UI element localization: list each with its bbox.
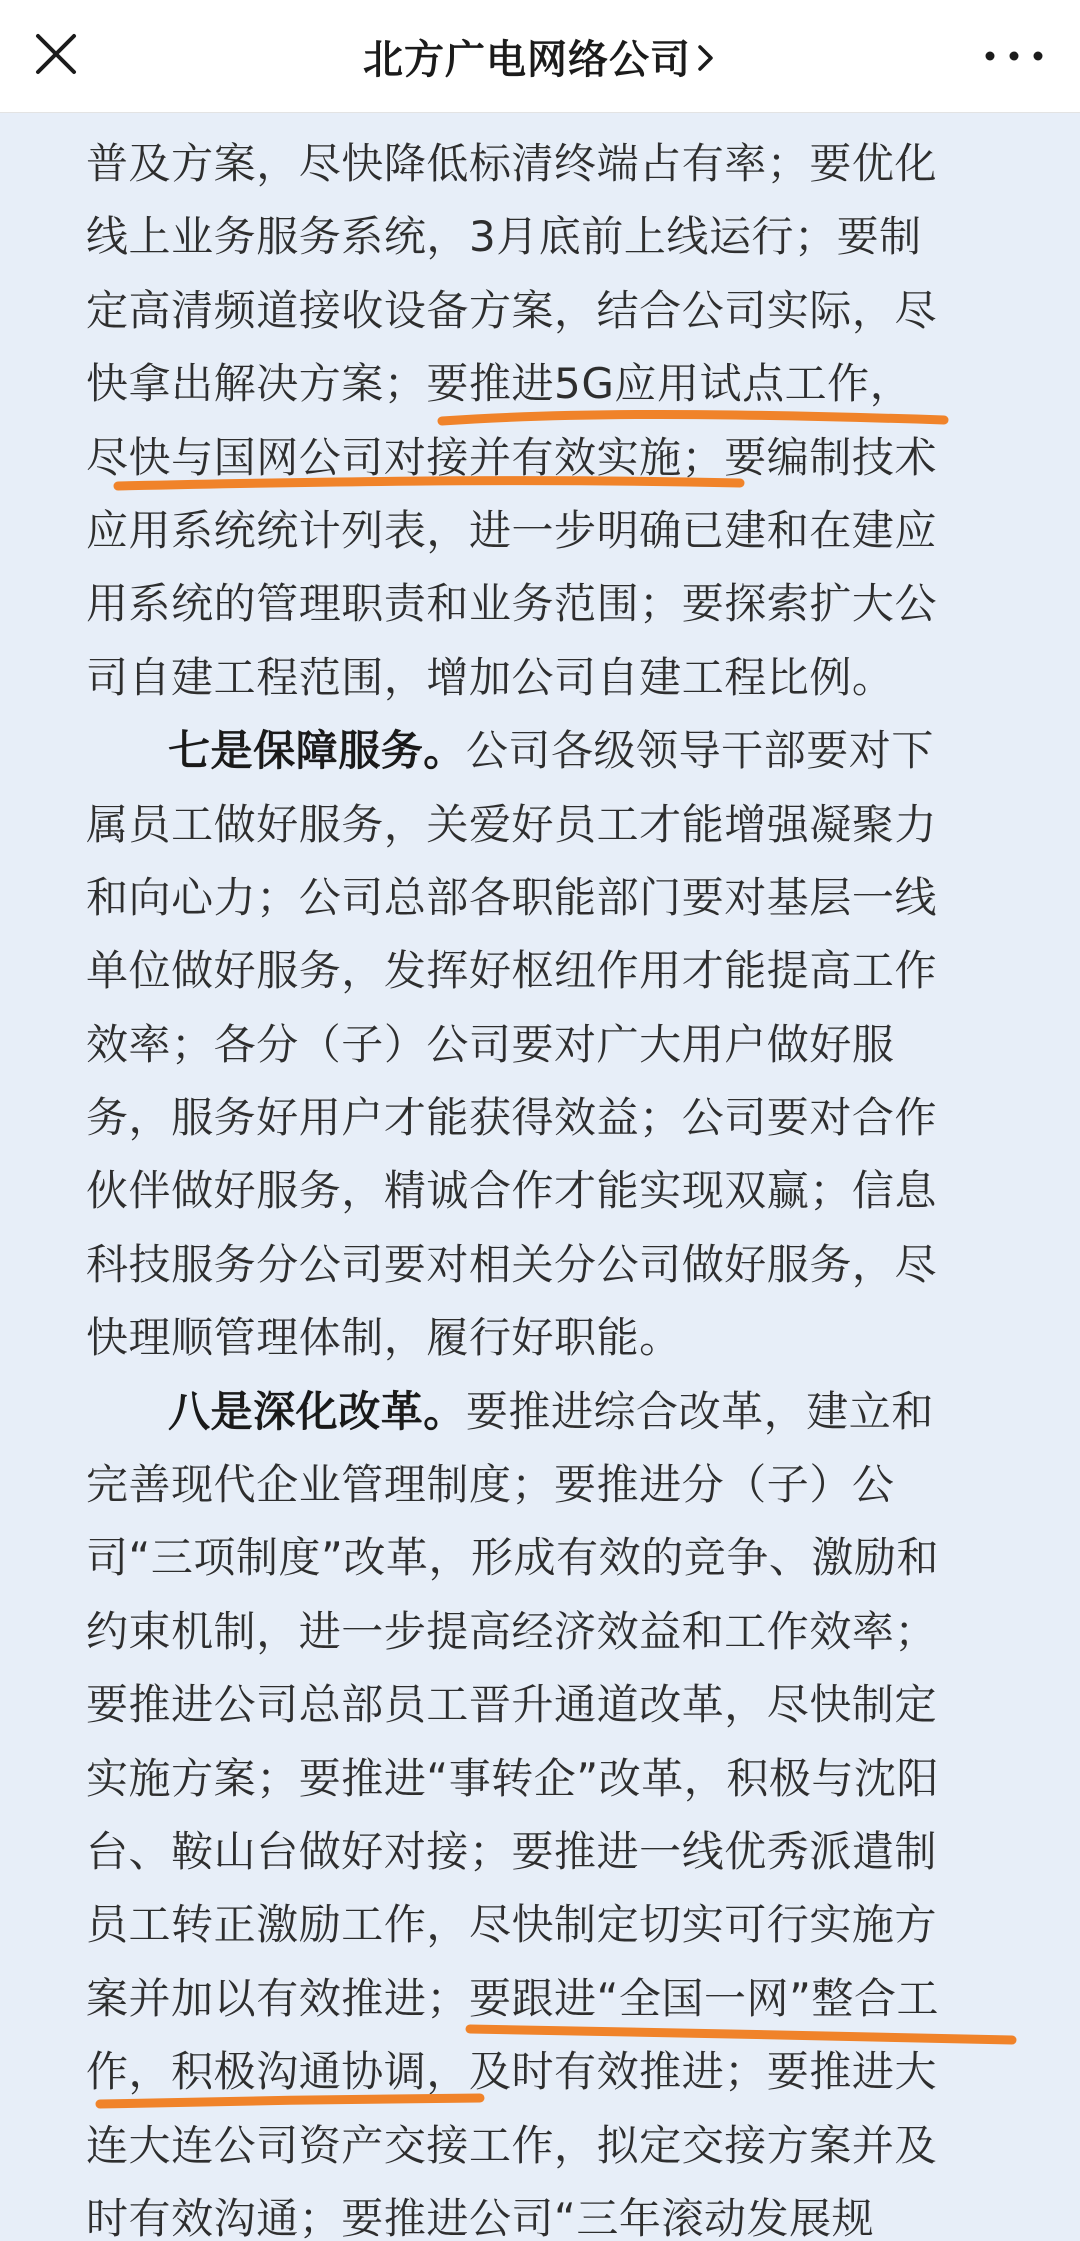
text-line: 台、鞍山台做好对接；要推进一线优秀派遣制 [86,1826,938,1876]
section-8-first-line [86,1375,1006,1448]
text-line: 时有效沟通；要推进公司“三年滚动发展规 [86,2193,875,2241]
text-line: 作，积极沟通协调，及时有效推进；要推进大 [86,2047,938,2097]
text-line: 司“三项制度”改革，形成有效的竞争、激励和 [86,1533,940,1583]
text-line: 要推进公司总部员工晋升通道改革，尽快制定 [86,1680,938,1730]
article-body [86,127,1006,2241]
text-line: 普及方案，尽快降低标清终端占有率；要优化 [86,139,938,188]
text-line: 单位做好服务，发挥好枢纽作用才能提高工作 [86,946,938,996]
account-title-link[interactable] [363,28,717,85]
section-8-heading: 八是深化改革。 [168,1386,466,1436]
text-line: 线上业务服务系统，3月底前上线运行；要制 [86,212,922,262]
close-icon[interactable] [28,26,84,82]
section-7-heading: 七是保障服务。 [168,726,466,776]
text-line: 用系统的管理职责和业务范围；要探索扩大公 [86,579,938,629]
section-7-first-line [86,714,1006,787]
text-line: 应用系统统计列表，进一步明确已建和在建应 [86,505,938,555]
section-8-text: 要推进综合改革，建立和 [465,1386,934,1436]
text-line: 司自建工程范围，增加公司自建工程比例。 [86,652,895,702]
text-line: 尽快与国网公司对接并有效实施；要编制技术 [86,432,938,482]
text-line: 实施方案；要推进“事转企”改革，积极与沈阳 [86,1753,940,1803]
text-line: 定高清频道接收设备方案，结合公司实际，尽 [86,285,938,335]
text-line: 员工转正激励工作，尽快制定切实可行实施方 [86,1900,938,1950]
text-line: 案并加以有效推进；要跟进“全国一网”整合工 [86,1973,940,2023]
text-line: 科技服务分公司要对相关分公司做好服务，尽 [86,1239,938,1289]
text-line: 务，服务好用户才能获得效益；公司要对合作 [86,1093,938,1143]
text-line: 快理顺管理体制，履行好职能。 [86,1313,682,1363]
text-line: 效率；各分（子）公司要对广大用户做好服 [86,1019,895,1069]
article-viewport[interactable] [0,113,1080,2241]
text-line: 完善现代企业管理制度；要推进分（子）公 [86,1460,895,1510]
text-line: 连大连公司资产交接工作，拟定交接方案并及 [86,2120,938,2170]
text-line: 快拿出解决方案；要推进5G应用试点工作， [86,359,913,409]
page-title: 北方广电网络公司 [363,36,691,83]
text-line: 属员工做好服务，关爱好员工才能增强凝聚力 [86,799,938,849]
text-line: 伙伴做好服务，精诚合作才能实现双赢；信息 [86,1166,938,1216]
top-bar [0,0,1080,113]
more-dots-icon[interactable] [976,30,1052,82]
text-line: 和向心力；公司总部各职能部门要对基层一线 [86,872,938,922]
chevron-right-icon [695,41,717,75]
text-line: 约束机制，进一步提高经济效益和工作效率； [86,1606,938,1656]
section-7-text: 公司各级领导干部要对下 [465,726,934,776]
